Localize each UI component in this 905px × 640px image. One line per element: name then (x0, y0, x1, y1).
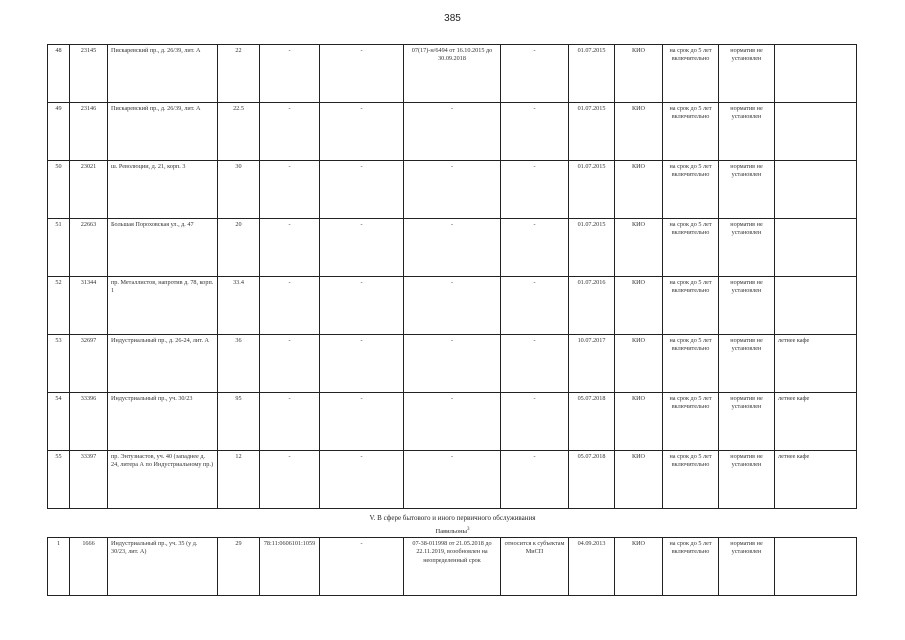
area-cell: 22.5 (218, 103, 260, 161)
contract-info-cell: - (404, 161, 501, 219)
column-6-cell: - (320, 538, 404, 596)
table-row (48, 219, 857, 277)
contract-info-cell: - (404, 103, 501, 161)
area-cell: 33.4 (218, 277, 260, 335)
column-6-cell: - (320, 45, 404, 103)
placement-term-cell: на срок до 5 лет включительно (663, 219, 719, 277)
service-body (48, 538, 857, 596)
norm-status-cell: норматив не установлен (719, 45, 775, 103)
placement-term-cell: на срок до 5 лет включительно (663, 335, 719, 393)
record-code-cell: 33396 (70, 393, 108, 451)
table-row (48, 451, 857, 509)
table-row (48, 335, 857, 393)
smb-status-cell: - (501, 103, 569, 161)
inclusion-date-cell: 04.09.2013 (569, 538, 615, 596)
column-6-cell: - (320, 219, 404, 277)
norm-status-cell: норматив не установлен (719, 393, 775, 451)
norm-status-cell: норматив не установлен (719, 538, 775, 596)
address-cell: Пискаревский пр., д. 26/39, лит. А (108, 103, 218, 161)
inclusion-date-cell: 01.07.2015 (569, 45, 615, 103)
area-cell: 12 (218, 451, 260, 509)
norm-status-cell: норматив не установлен (719, 161, 775, 219)
contract-info-cell: 07(17)-н/6494 от 16.10.2015 до 30.09.2018 (404, 45, 501, 103)
note-cell (775, 538, 857, 596)
column-6-cell: - (320, 393, 404, 451)
record-code-cell: 22663 (70, 219, 108, 277)
table-row (48, 45, 857, 103)
authority-cell: КИО (615, 219, 663, 277)
cadastral-number-cell: 78:11:0606101:1059 (260, 538, 320, 596)
area-cell: 95 (218, 393, 260, 451)
placement-term-cell: на срок до 5 лет включительно (663, 451, 719, 509)
inclusion-date-cell: 01.07.2016 (569, 277, 615, 335)
address-cell: Индустриальный пр., д. 26-24, лит. А (108, 335, 218, 393)
norm-status-cell: норматив не установлен (719, 451, 775, 509)
record-code-cell: 33397 (70, 451, 108, 509)
smb-status-cell: - (501, 219, 569, 277)
inclusion-date-cell: 01.07.2015 (569, 103, 615, 161)
row-number-cell: 51 (48, 219, 70, 277)
inclusion-date-cell: 01.07.2015 (569, 219, 615, 277)
cadastral-number-cell: - (260, 335, 320, 393)
row-number-cell: 55 (48, 451, 70, 509)
cadastral-number-cell: - (260, 161, 320, 219)
authority-cell: КИО (615, 45, 663, 103)
note-cell: летнее кафе (775, 393, 857, 451)
authority-cell: КИО (615, 103, 663, 161)
contract-info-cell: - (404, 393, 501, 451)
authority-cell: КИО (615, 451, 663, 509)
inclusion-date-cell: 05.07.2018 (569, 451, 615, 509)
section-title: V. В сфере бытового и иного первичного обслуживания (369, 514, 536, 522)
record-code-cell: 23145 (70, 45, 108, 103)
authority-cell: КИО (615, 393, 663, 451)
placement-term-cell: на срок до 5 лет включительно (663, 45, 719, 103)
column-6-cell: - (320, 161, 404, 219)
norm-status-cell: норматив не установлен (719, 335, 775, 393)
cadastral-number-cell: - (260, 451, 320, 509)
table-row (48, 393, 857, 451)
record-code-cell: 32697 (70, 335, 108, 393)
note-cell (775, 103, 857, 161)
placement-term-cell: на срок до 5 лет включительно (663, 393, 719, 451)
contract-info-cell: 07-38-011998 от 21.05.2018 до 22.11.2019, возобновлен на неопределенный срок (404, 538, 501, 596)
table-row (48, 538, 857, 596)
address-cell: Большая Пороховская ул., д. 47 (108, 219, 218, 277)
smb-status-cell: - (501, 393, 569, 451)
placement-term-cell: на срок до 5 лет включительно (663, 103, 719, 161)
address-cell: ш. Революции, д. 21, корп. 3 (108, 161, 218, 219)
inclusion-date-cell: 05.07.2018 (569, 393, 615, 451)
contract-info-cell: - (404, 451, 501, 509)
placement-term-cell: на срок до 5 лет включительно (663, 538, 719, 596)
smb-status-cell: - (501, 451, 569, 509)
address-cell: Индустриальный пр., уч. 30/23 (108, 393, 218, 451)
note-cell (775, 161, 857, 219)
cadastral-number-cell: - (260, 219, 320, 277)
note-cell: летнее кафе (775, 451, 857, 509)
cadastral-number-cell: - (260, 103, 320, 161)
area-cell: 29 (218, 538, 260, 596)
column-6-cell: - (320, 451, 404, 509)
record-code-cell: 23146 (70, 103, 108, 161)
record-code-cell: 31344 (70, 277, 108, 335)
record-code-cell: 1666 (70, 538, 108, 596)
cadastral-number-cell: - (260, 277, 320, 335)
footnote-marker: 3 (466, 527, 470, 532)
subsection-title (0, 527, 905, 535)
table-row (48, 277, 857, 335)
inclusion-date-cell: 01.07.2015 (569, 161, 615, 219)
row-number-cell: 1 (48, 538, 70, 596)
table-row (48, 161, 857, 219)
cadastral-number-cell: - (260, 393, 320, 451)
row-number-cell: 52 (48, 277, 70, 335)
norm-status-cell: норматив не установлен (719, 103, 775, 161)
norm-status-cell: норматив не установлен (719, 277, 775, 335)
table-row (48, 103, 857, 161)
inclusion-date-cell: 10.07.2017 (569, 335, 615, 393)
contract-info-cell: - (404, 219, 501, 277)
row-number-cell: 50 (48, 161, 70, 219)
record-code-cell: 23021 (70, 161, 108, 219)
subsection-title-text: Павильоны (435, 528, 467, 536)
register-body (48, 45, 857, 509)
smb-status-cell: - (501, 45, 569, 103)
smb-status-cell: - (501, 277, 569, 335)
smb-status-cell: - (501, 335, 569, 393)
row-number-cell: 54 (48, 393, 70, 451)
placement-term-cell: на срок до 5 лет включительно (663, 277, 719, 335)
row-number-cell: 48 (48, 45, 70, 103)
contract-info-cell: - (404, 335, 501, 393)
area-cell: 20 (218, 219, 260, 277)
row-number-cell: 53 (48, 335, 70, 393)
column-6-cell: - (320, 277, 404, 335)
note-cell: летнее кафе (775, 335, 857, 393)
area-cell: 36 (218, 335, 260, 393)
address-cell: пр. Энтузиастов, уч. 40 (западнее д. 24, литера А по Индустриальному пр.) (108, 451, 218, 509)
address-cell: Индустриальный пр., уч. 35 (у д. 30/23, лит. А) (108, 538, 218, 596)
note-cell (775, 45, 857, 103)
note-cell (775, 219, 857, 277)
smb-status-cell: - (501, 161, 569, 219)
authority-cell: КИО (615, 277, 663, 335)
page-number: 385 (444, 13, 461, 24)
register-table (47, 44, 857, 509)
contract-info-cell: - (404, 277, 501, 335)
area-cell: 22 (218, 45, 260, 103)
authority-cell: КИО (615, 161, 663, 219)
address-cell: Пискаревский пр., д. 26/39, лит. А (108, 45, 218, 103)
area-cell: 30 (218, 161, 260, 219)
column-6-cell: - (320, 103, 404, 161)
authority-cell: КИО (615, 335, 663, 393)
address-cell: пр. Металлистов, напротив д. 78, корп. 1 (108, 277, 218, 335)
norm-status-cell: норматив не установлен (719, 219, 775, 277)
placement-term-cell: на срок до 5 лет включительно (663, 161, 719, 219)
service-table (47, 537, 857, 596)
row-number-cell: 49 (48, 103, 70, 161)
smb-status-cell: относится к субъектам МиСП (501, 538, 569, 596)
authority-cell: КИО (615, 538, 663, 596)
cadastral-number-cell: - (260, 45, 320, 103)
column-6-cell: - (320, 335, 404, 393)
note-cell (775, 277, 857, 335)
